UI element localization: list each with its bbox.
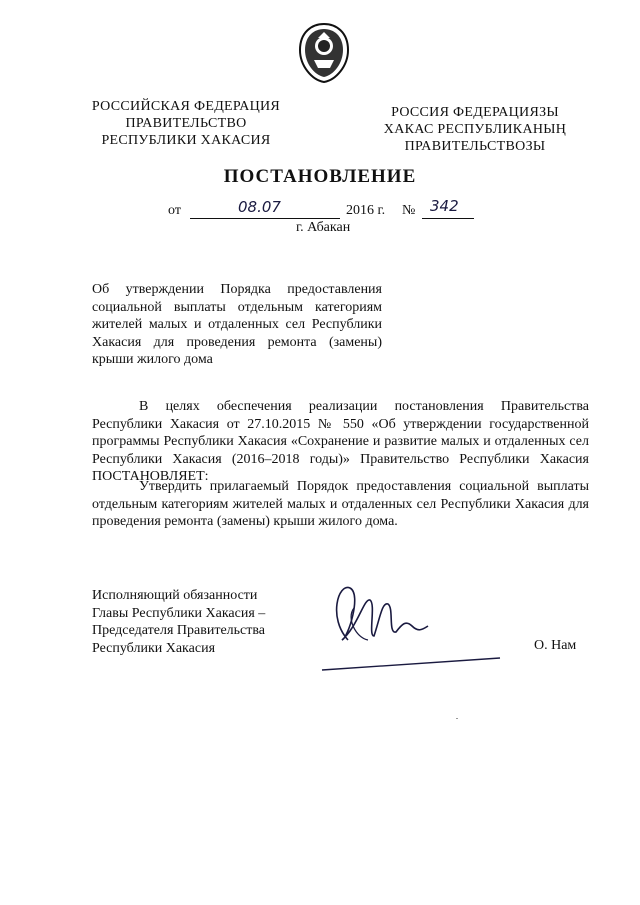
signatory-position-line-4: Республики Хакасия	[92, 640, 216, 656]
number-handwritten: 342	[430, 197, 459, 215]
date-from-label: от	[168, 203, 181, 218]
signatory-name: О. Нам	[534, 638, 577, 653]
number-label: №	[402, 203, 416, 218]
signatory-position	[92, 587, 265, 657]
document-title: ПОСТАНОВЛЕНИЕ	[223, 166, 417, 187]
date-handwritten: 08.07	[238, 198, 281, 216]
header-left-block	[86, 98, 286, 149]
signatory-position-line-3: Председателя Правительства	[92, 623, 266, 638]
coat-of-arms-emblem	[296, 22, 352, 84]
header-left-line-1: РОССИЙСКАЯ ФЕДЕРАЦИЯ	[91, 99, 281, 114]
date-year: 2016 г.	[346, 203, 386, 218]
header-right-block	[370, 104, 580, 155]
header-right-line-2: ХАКАС РЕСПУБЛИКАНЫҢ	[383, 122, 567, 137]
signatory-position-line-2: Главы Республики Хакасия –	[92, 605, 266, 621]
handwritten-signature	[318, 578, 508, 678]
city-name: г. Абакан	[296, 220, 351, 235]
body-paragraph-2: Утвердить прилагаемый Порядок предоставления социальной выплаты отдельным категориям жителей малых и отдаленных сел Республики Хакасия для проведения ремонта (замены) крыши жилого дома.	[92, 479, 589, 529]
header-left-line-2: ПРАВИТЕЛЬСТВО	[125, 116, 247, 131]
date-underline	[190, 218, 340, 219]
body-paragraph-1: В целях обеспечения реализации постановления Правительства Республики Хакасия от 27.10.2015 № 550 «Об утверждении государственной программы Республики Хакасия «Сохранение и развитие малых и отдаленных сел Республики Хакасия (2016–2018 годы)» Правительство Республики Хакасия ПОСТАНОВЛЯЕТ:	[92, 399, 589, 484]
header-left-line-3: РЕСПУБЛИКИ ХАКАСИЯ	[101, 133, 271, 148]
signatory-position-line-1: Исполняющий обязанности	[92, 588, 258, 603]
scan-speck	[456, 718, 458, 719]
header-right-line-1: РОССИЯ ФЕДЕРАЦИЯЗЫ	[391, 105, 559, 120]
document-subject: Об утверждении Порядка предоставления социальной выплаты отдельным категориям жителей малых и отдаленных сел Республики Хакасия для проведения ремонта (замены) крыши жилого дома	[92, 282, 382, 367]
date-line	[168, 197, 498, 222]
header-right-line-3: ПРАВИТЕЛЬСТВОЗЫ	[404, 139, 546, 154]
number-underline	[422, 218, 474, 219]
